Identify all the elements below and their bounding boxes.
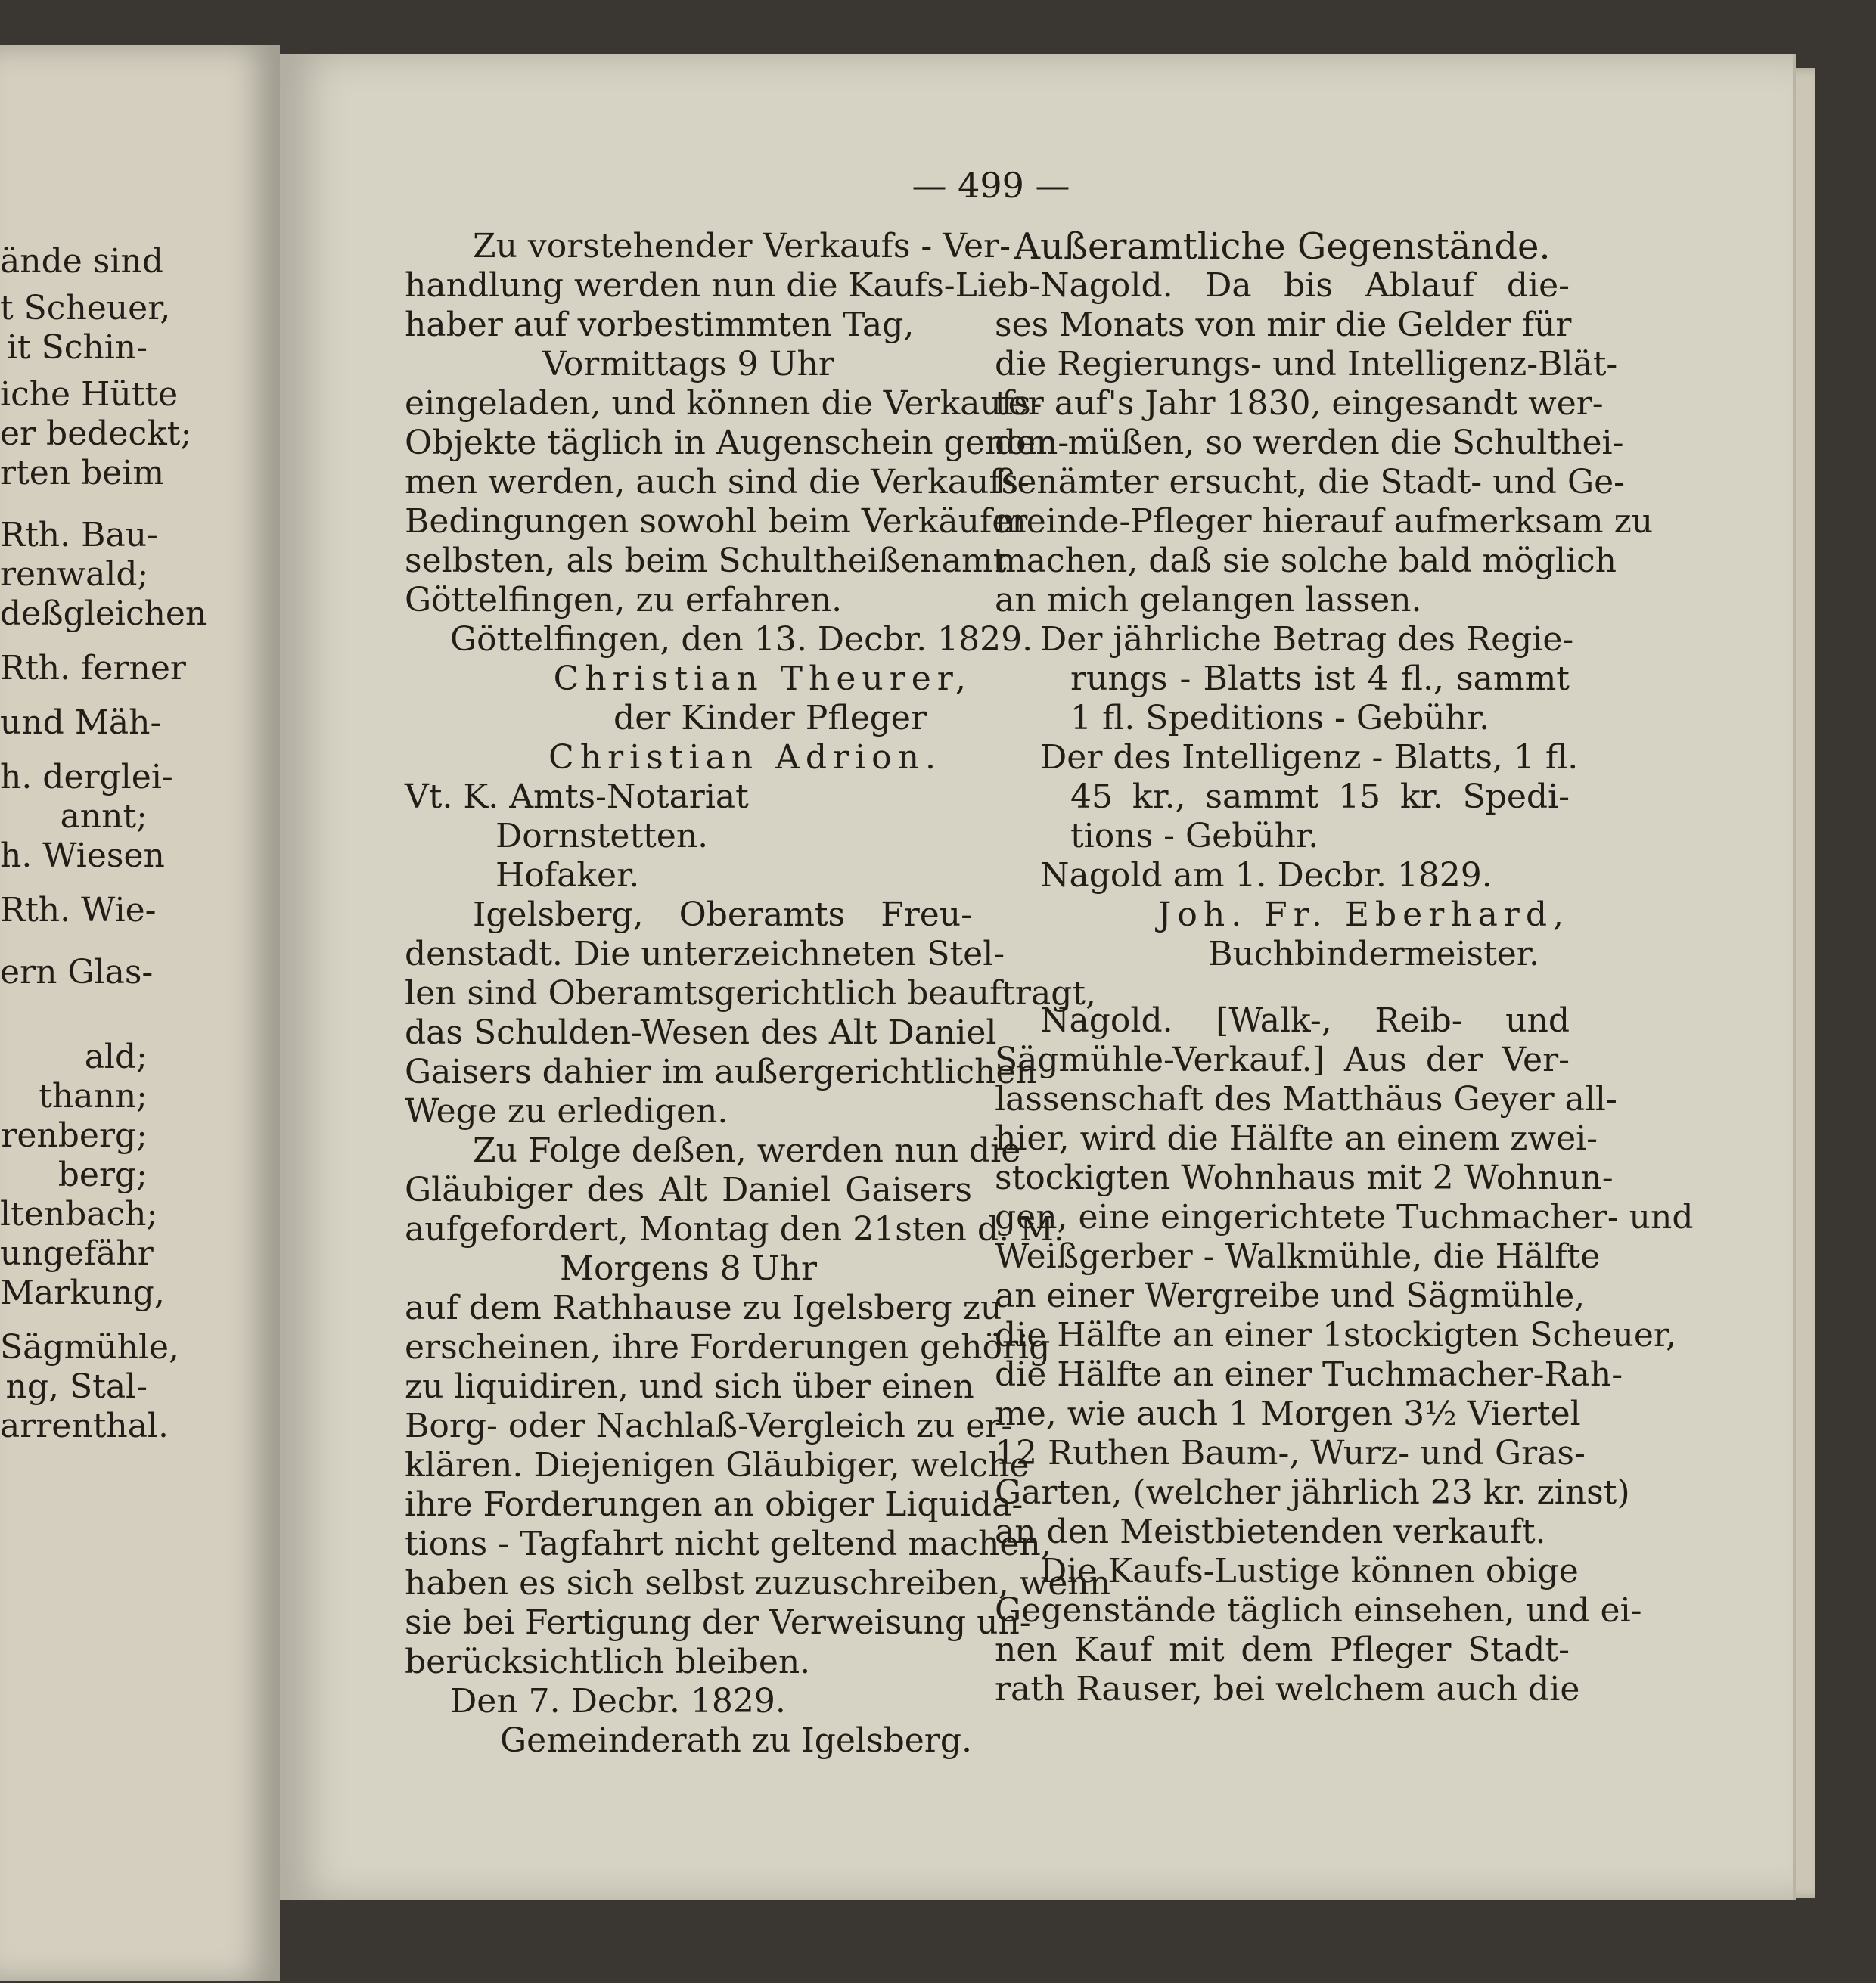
text-line: hier, wird die Hälfte an einem zwei- <box>995 1119 1598 1158</box>
text-line: tions - Gebühr. <box>1070 817 1319 855</box>
signature-name: Christian Adrion. <box>548 738 942 777</box>
text-line: Wege zu erledigen. <box>405 1092 728 1131</box>
text-line: auf dem Rathhause zu Igelsberg zu <box>405 1289 1002 1327</box>
text-line: die Hälfte an einer Tuchmacher-Rah- <box>995 1355 1623 1394</box>
text-line: haber auf vorbestimmten Tag, <box>405 306 915 344</box>
fragment-line: renberg; <box>1 1116 148 1155</box>
signature-name: Hofaker. <box>495 856 640 895</box>
fragment-line: t Scheuer, <box>0 289 171 327</box>
column-right <box>995 225 1694 1709</box>
text-line: das Schulden-Wesen des Alt Daniel <box>405 1013 997 1052</box>
column-left <box>405 227 1111 1761</box>
text-line: aufgefordert, Montag den 21sten d. M. <box>405 1210 1065 1249</box>
fragment-line: h. Wiesen <box>0 836 165 875</box>
text-line: ihre Forderungen an obiger Liquida- <box>405 1485 1023 1524</box>
dateline: Den 7. Decbr. 1829. <box>450 1682 786 1721</box>
fragment-line: it Schin- <box>6 328 148 367</box>
text-line: selbsten, als beim Schultheißenamt <box>405 542 1007 580</box>
text-line: Zu vorstehender Verkaufs - Ver- <box>473 227 1011 265</box>
text-line: Bedingungen sowohl beim Verkäufer <box>405 502 1028 541</box>
text-line: rath Rauser, bei welchem auch die <box>995 1670 1580 1708</box>
fragment-line: ände sind <box>0 242 163 281</box>
text-line: berücksichtlich bleiben. <box>405 1643 811 1681</box>
fragment-line: iche Hütte <box>0 375 179 414</box>
signature-name: Joh. Fr. Eberhard, <box>1157 895 1570 934</box>
text-line: meinde-Pfleger hierauf aufmerksam zu <box>995 502 1654 541</box>
text-line: machen, daß sie solche bald möglich <box>995 542 1617 580</box>
text-line: rungs - Blatts ist 4 fl., sammt <box>1070 659 1570 698</box>
text-line: Gaisers dahier im außergerichtlichen <box>405 1053 1037 1091</box>
fragment-line: renwald; <box>0 555 149 594</box>
text-line: denstadt. Die unterzeichneten Stel- <box>405 935 1005 973</box>
text-line: 12 Ruthen Baum-, Wurz- und Gras- <box>995 1434 1586 1473</box>
fragment-line: Sägmühle, <box>0 1328 180 1367</box>
fragment-line: annt; <box>60 797 148 836</box>
fragment-line: ng, Stal- <box>5 1367 148 1406</box>
dateline: Göttelfingen, den 13. Decbr. 1829. <box>450 620 1033 659</box>
text-line: an einer Wergreibe und Sägmühle, <box>995 1277 1586 1315</box>
fragment-line: h. derglei- <box>0 758 173 796</box>
text-line: lassenschaft des Matthäus Geyer all- <box>995 1080 1617 1119</box>
fragment-line: Rth. Wie- <box>0 891 157 929</box>
signature-title: Buchbindermeister. <box>1208 935 1539 973</box>
text-line: Objekte täglich in Augenschein genom- <box>405 424 1070 462</box>
fragment-line: thann; <box>39 1077 148 1116</box>
office-heading: Vt. K. Amts-Notariat <box>405 777 749 816</box>
text-line: Igelsberg, Oberamts Freu- <box>473 895 972 934</box>
signature-name: Gemeinderath zu Igelsberg. <box>500 1721 972 1760</box>
text-line: Morgens 8 Uhr <box>559 1249 818 1288</box>
signature-title: der Kinder Pfleger <box>613 699 927 737</box>
text-line: gen, eine eingerichtete Tuchmacher- und <box>995 1198 1694 1237</box>
text-line: eingeladen, und können die Verkaufs- <box>405 384 1042 423</box>
text-line: ßenämter ersucht, die Stadt- und Ge- <box>995 463 1625 501</box>
fragment-line: arrenthal. <box>0 1407 169 1445</box>
text-line: Sägmühle-Verkauf.] Aus der Ver- <box>995 1041 1570 1079</box>
fragment-line: deßgleichen <box>0 594 207 633</box>
text-line: nen Kauf mit dem Pfleger Stadt- <box>995 1631 1570 1669</box>
page-number: — 499 — <box>912 165 1070 206</box>
text-line: Nagold. [Walk-, Reib- und <box>1040 1001 1570 1040</box>
text-line: haben es sich selbst zuzuschreiben, wenn <box>405 1564 1111 1603</box>
text-line: sie bei Fertigung der Verweisung un- <box>405 1603 1031 1642</box>
text-line: den müßen, so werden die Schulthei- <box>995 424 1624 462</box>
text-line: tions - Tagfahrt nicht geltend machen, <box>405 1525 1051 1563</box>
fragment-line: rten beim <box>0 454 165 492</box>
fragment-line: Rth. Bau- <box>0 516 158 554</box>
text-line: ter auf's Jahr 1830, eingesandt wer- <box>995 384 1604 423</box>
fragment-line: Rth. ferner <box>0 649 186 687</box>
text-line: 1 fl. Speditions - Gebühr. <box>1070 699 1490 737</box>
text-line: Der jährliche Betrag des Regie- <box>1040 620 1574 659</box>
fragment-line: berg; <box>57 1156 148 1194</box>
left-page <box>0 45 280 1981</box>
text-line: Der des Intelligenz - Blatts, 1 fl. <box>1040 738 1579 777</box>
text-line: Die Kaufs-Lustige können obige <box>1040 1552 1579 1590</box>
text-line: ses Monats von mir die Gelder für <box>995 306 1572 344</box>
text-line: Vormittags 9 Uhr <box>542 345 834 383</box>
text-line: Gläubiger des Alt Daniel Gaisers <box>405 1171 972 1209</box>
dateline: Nagold am 1. Decbr. 1829. <box>1040 856 1492 895</box>
text-line: stockigten Wohnhaus mit 2 Wohnun- <box>995 1159 1614 1197</box>
text-line: handlung werden nun die Kaufs-Lieb- <box>405 266 1041 305</box>
text-line: Garten, (welcher jährlich 23 kr. zinst) <box>995 1473 1630 1512</box>
text-line: 45 kr., sammt 15 kr. Spedi- <box>1070 777 1570 816</box>
text-line: Borg- oder Nachlaß-Vergleich zu er- <box>405 1407 1013 1445</box>
fragment-line: Markung, <box>0 1274 165 1312</box>
section-heading: Außeramtliche Gegenstände. <box>1014 225 1551 268</box>
office-location: Dornstetten. <box>495 817 709 855</box>
fragment-line: und Mäh- <box>0 703 162 742</box>
fragment-line: er bedeckt; <box>0 414 192 453</box>
text-line: erscheinen, ihre Forderungen gehörig <box>405 1328 1051 1367</box>
signature-name: Christian Theurer, <box>553 659 972 698</box>
fragment-line: ern Glas- <box>0 953 154 991</box>
text-line: an den Meistbietenden verkauft. <box>995 1513 1546 1551</box>
text-line: men werden, auch sind die Verkaufs- <box>405 463 1030 501</box>
text-line: Gegenstände täglich einsehen, und ei- <box>995 1591 1642 1630</box>
text-line: len sind Oberamtsgerichtlich beauftragt, <box>405 974 1097 1013</box>
fragment-line: ltenbach; <box>0 1195 158 1234</box>
text-line: Weißgerber - Walkmühle, die Hälfte <box>995 1237 1601 1276</box>
text-line: me, wie auch 1 Morgen 3½ Viertel <box>995 1395 1581 1433</box>
fragment-line: ald; <box>84 1038 148 1076</box>
text-line: Zu Folge deßen, werden nun die <box>473 1131 1021 1170</box>
text-line: Göttelfingen, zu erfahren. <box>405 581 843 619</box>
text-line: an mich gelangen lassen. <box>995 581 1422 619</box>
text-line: die Regierungs- und Intelligenz-Blät- <box>995 345 1618 383</box>
left-page-fragments <box>0 45 280 1446</box>
text-line: klären. Diejenigen Gläubiger, welche <box>405 1446 1030 1485</box>
text-line: zu liquidiren, und sich über einen <box>405 1367 974 1406</box>
text-line: die Hälfte an einer 1stockigten Scheuer, <box>995 1316 1677 1355</box>
fragment-line: ungefähr <box>0 1234 154 1273</box>
text-line: Nagold. Da bis Ablauf die- <box>1040 266 1570 305</box>
